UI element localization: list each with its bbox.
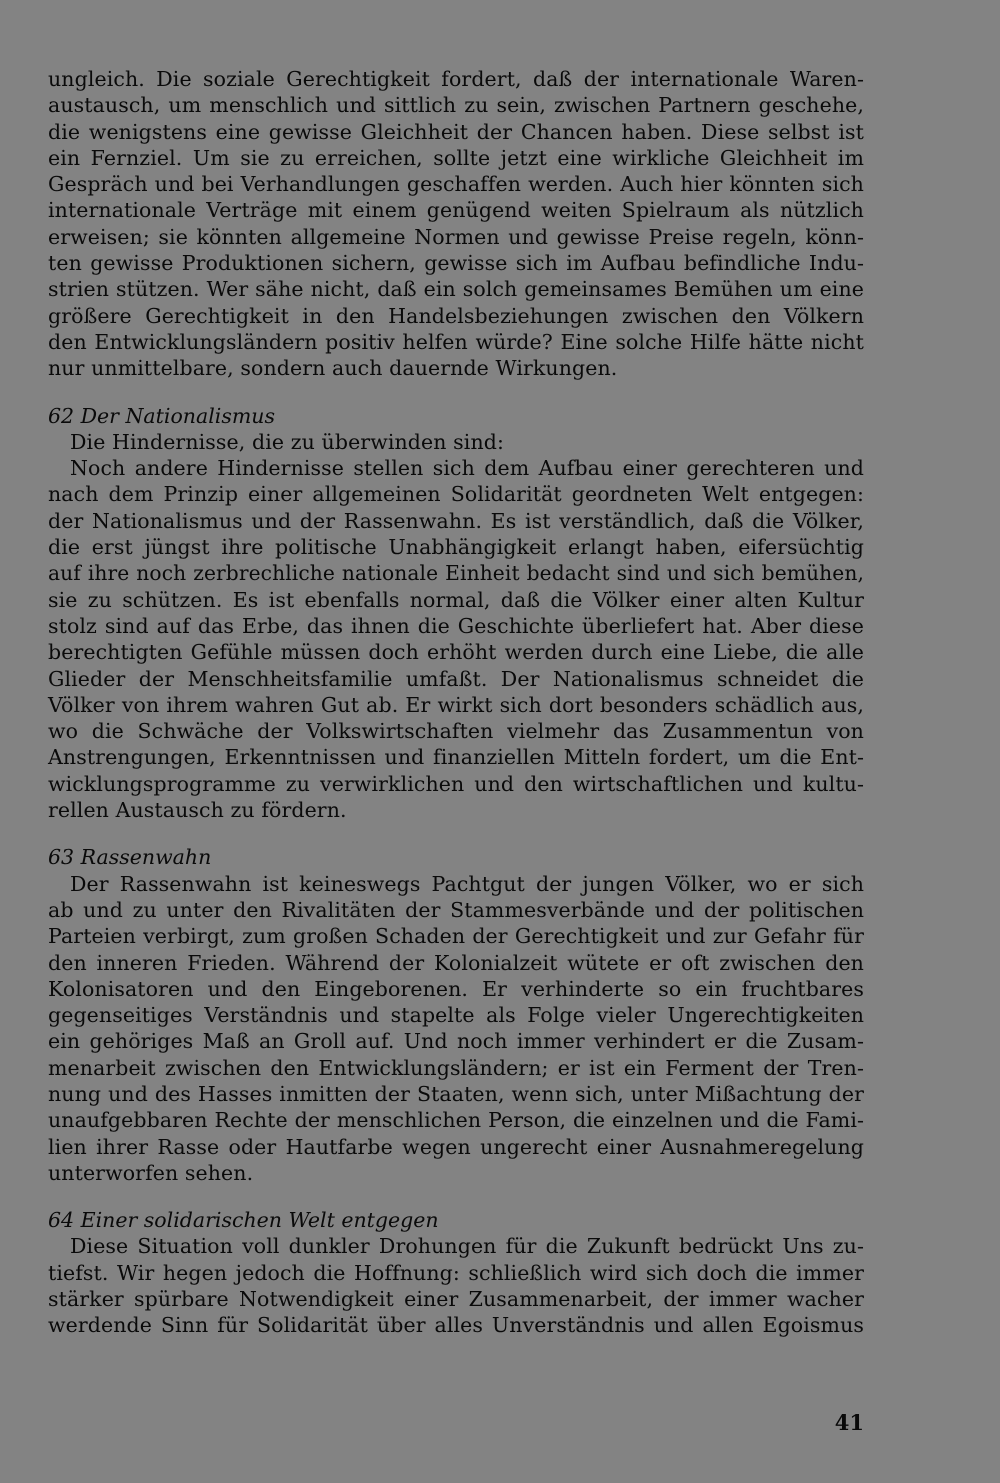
text-line: berechtigten Gefühle müssen doch erhöht werden durch eine Liebe, die alle [48,640,864,665]
text-line: Die Hindernisse, die zu überwinden sind: [70,429,504,454]
text-line: unterworfen sehen. [48,1160,254,1185]
text-line: lien ihrer Rasse oder Hautfarbe wegen ungerecht einer Ausnahmeregelung [48,1134,864,1159]
text-line: Glieder der Menschheitsfamilie umfaßt. Der Nationalismus schneidet die [48,666,864,691]
text-line: werdende Sinn für Solidarität über alles Unverständnis und allen Egoismus [48,1313,864,1338]
text-line: größere Gerechtigkeit in den Handelsbeziehungen zwischen den Völkern [48,303,864,328]
text-line: austausch, um menschlich und sittlich zu sein, zwischen Partnern geschehe, [48,93,864,118]
section-heading: 63 Rassenwahn [48,845,212,870]
text-line: Noch andere Hindernisse stellen sich dem Aufbau einer gerechteren und [70,456,864,481]
text-line: die erst jüngst ihre politische Unabhängigkeit erlangt haben, eifersüchtig [48,535,864,560]
text-line: Der Rassenwahn ist keineswegs Pachtgut der jungen Völker, wo er sich [70,871,864,896]
text-line: nach dem Prinzip einer allgemeinen Solidarität geordneten Welt entgegen: [48,482,864,507]
page-number: 41 [834,1410,864,1435]
text-line: stolz sind auf das Erbe, das ihnen die Geschichte überliefert hat. Aber diese [48,613,864,638]
text-line: Völker von ihrem wahren Gut ab. Er wirkt sich dort besonders schädlich aus, [48,692,864,717]
section-intro [48,66,864,382]
text-line: strien stützen. Wer sähe nicht, daß ein solch gemeinsames Bemühen um eine [48,277,864,302]
text-line: der Nationalismus und der Rassenwahn. Es ist verständlich, daß die Völker, [48,508,864,533]
text-line: internationale Verträge mit einem genügend weiten Spielraum als nützlich [48,198,864,223]
text-line: rellen Austausch zu fördern. [48,798,347,823]
text-line: Anstrengungen, Erkenntnissen und finanziellen Mitteln fordert, um die Ent- [48,745,864,770]
section-heading: 62 Der Nationalismus [48,403,276,428]
section-64 [48,1207,864,1338]
text-line: Gespräch und bei Verhandlungen geschaffen werden. Auch hier könnten sich [48,172,864,197]
text-line: nur unmittelbare, sondern auch dauernde Wirkungen. [48,356,618,381]
section-62 [48,403,864,824]
text-line: den Entwicklungsländern positiv helfen würde? Eine solche Hilfe hätte nicht [48,329,864,354]
page-body [48,66,864,1339]
text-line: tiefst. Wir hegen jedoch die Hoffnung: schließlich wird sich doch die immer [48,1260,864,1285]
text-line: ein Fernziel. Um sie zu erreichen, sollte jetzt eine wirkliche Gleichheit im [48,145,864,170]
text-line: nung und des Hasses inmitten der Staaten, wenn sich, unter Mißachtung der [48,1081,864,1106]
section-63 [48,844,864,1186]
text-line: wicklungsprogramme zu verwirklichen und den wirtschaftlichen und kultu- [48,771,864,796]
text-line: wo die Schwäche der Volkswirtschaften vielmehr das Zusammentun von [48,719,864,744]
text-line: ungleich. Die soziale Gerechtigkeit fordert, daß der internationale Waren- [48,67,864,91]
text-line: erweisen; sie könnten allgemeine Normen und gewisse Preise regeln, könn- [48,224,864,249]
text-line: Parteien verbirgt, zum großen Schaden der Gerechtigkeit und zur Gefahr für [48,924,864,949]
section-heading: 64 Einer solidarischen Welt entgegen [48,1208,439,1233]
text-line: sie zu schützen. Es ist ebenfalls normal, daß die Völker einer alten Kultur [48,587,864,612]
text-line: die wenigstens eine gewisse Gleichheit der Chancen haben. Diese selbst ist [48,119,864,144]
text-line: auf ihre noch zerbrechliche nationale Einheit bedacht sind und sich bemühen, [48,561,864,586]
text-line: menarbeit zwischen den Entwicklungsländern; er ist ein Ferment der Tren- [48,1055,864,1080]
text-line: unaufgebbaren Rechte der menschlichen Person, die einzelnen und die Fami- [48,1108,864,1133]
text-line: Kolonisatoren und den Eingeborenen. Er verhinderte so ein fruchtbares [48,976,864,1001]
text-line: gegenseitiges Verständnis und stapelte als Folge vieler Ungerechtigkeiten [48,1003,864,1028]
text-line: ten gewisse Produktionen sichern, gewisse sich im Aufbau befindliche Indu- [48,251,864,276]
text-line: den inneren Frieden. Während der Kolonialzeit wütete er oft zwischen den [48,950,864,975]
text-line: Diese Situation voll dunkler Drohungen für die Zukunft bedrückt Uns zu- [70,1234,864,1259]
text-line: stärker spürbare Notwendigkeit einer Zusammenarbeit, der immer wacher [48,1287,864,1312]
text-line: ab und zu unter den Rivalitäten der Stammesverbände und der politischen [48,897,864,922]
text-line: ein gehöriges Maß an Groll auf. Und noch immer verhindert er die Zusam- [48,1029,864,1054]
